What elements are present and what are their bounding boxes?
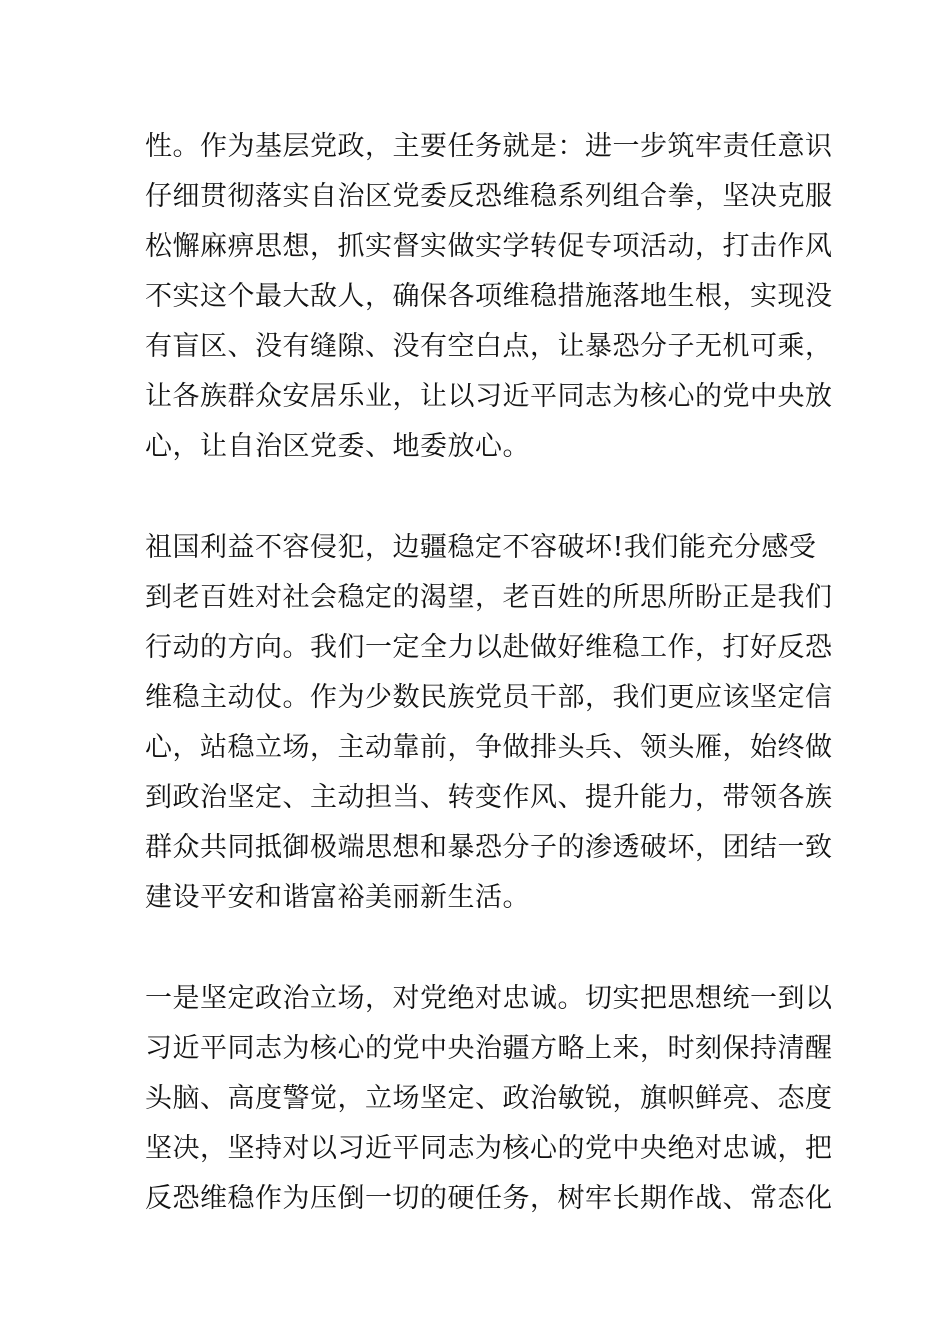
paragraph-spacer — [145, 472, 809, 523]
text-line: 坚决，坚持对以习近平同志为核心的党中央绝对忠诚，把 — [145, 1133, 833, 1164]
paragraph-2 — [145, 523, 833, 923]
paragraph-1 — [145, 122, 833, 472]
text-line: 维稳主动仗。作为少数民族党员干部，我们更应该坚定信 — [145, 682, 833, 713]
paragraph-spacer — [145, 923, 809, 974]
text-line: 群众共同抵御极端思想和暴恐分子的渗透破坏，团结一致 — [145, 832, 833, 863]
text-line: 到老百姓对社会稳定的渴望，老百姓的所思所盼正是我们 — [145, 582, 833, 613]
text-line: 一是坚定政治立场，对党绝对忠诚。切实把思想统一到以 — [145, 983, 833, 1014]
text-line: 心，让自治区党委、地委放心。 — [145, 431, 530, 462]
text-line: 祖国利益不容侵犯，边疆稳定不容破坏!我们能充分感受 — [145, 532, 817, 563]
document-page — [145, 122, 833, 1224]
text-line: 松懈麻痹思想，抓实督实做实学转促专项活动，打击作风 — [145, 231, 833, 262]
text-line: 头脑、高度警觉，立场坚定、政治敏锐，旗帜鲜亮、态度 — [145, 1083, 833, 1114]
text-line: 让各族群众安居乐业，让以习近平同志为核心的党中央放 — [145, 381, 833, 412]
text-line: 仔细贯彻落实自治区党委反恐维稳系列组合拳，坚决克服 — [145, 181, 833, 212]
text-line: 到政治坚定、主动担当、转变作风、提升能力，带领各族 — [145, 782, 833, 813]
text-line: 反恐维稳作为压倒一切的硬任务，树牢长期作战、常态化 — [145, 1183, 833, 1214]
text-line: 建设平安和谐富裕美丽新生活。 — [145, 882, 530, 913]
text-line: 不实这个最大敌人，确保各项维稳措施落地生根，实现没 — [145, 281, 833, 312]
text-line: 习近平同志为核心的党中央治疆方略上来，时刻保持清醒 — [145, 1033, 833, 1064]
text-line: 行动的方向。我们一定全力以赴做好维稳工作，打好反恐 — [145, 632, 833, 663]
text-line: 性。作为基层党政，主要任务就是：进一步筑牢责任意识 — [145, 131, 833, 162]
paragraph-3 — [145, 974, 833, 1224]
text-line: 有盲区、没有缝隙、没有空白点，让暴恐分子无机可乘， — [145, 331, 833, 362]
text-line: 心，站稳立场，主动靠前，争做排头兵、领头雁，始终做 — [145, 732, 833, 763]
